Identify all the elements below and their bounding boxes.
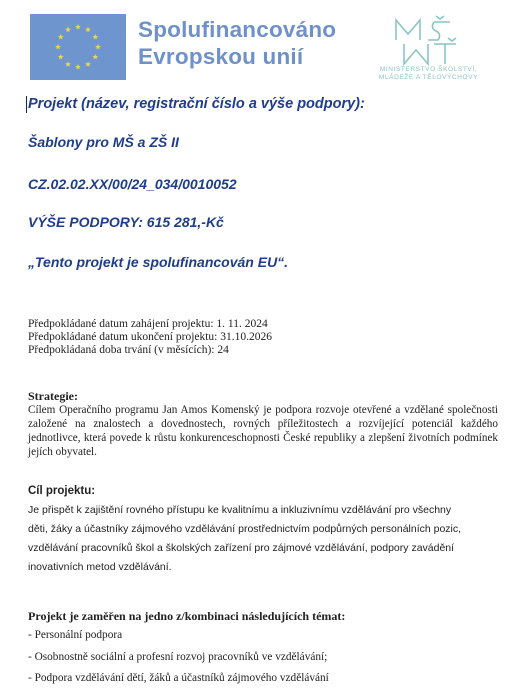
eu-stars-icon (30, 14, 126, 80)
msmt-caption-line-1: MINISTERSTVO ŠKOLSTVÍ, (379, 66, 478, 73)
goal-line: Je přispět k zajištění rovného přístupu ke kvalitnímu a inkluzivnímu vzdělávání pro všechny (28, 504, 452, 516)
strategy-title: Strategie: (28, 389, 78, 403)
project-tagline: „Tento projekt je spolufinancován EU“. (28, 254, 289, 270)
topic-item: - Osobnostně sociální a profesní rozvoj pracovníků ve vzdělávání; (28, 651, 328, 663)
goal-title: Cíl projektu: (28, 485, 96, 497)
topic-item: - Podpora vzdělávání dětí, žáků a účastníků zájmového vzdělávání (28, 672, 329, 684)
msmt-logo (356, 14, 501, 84)
project-heading: Projekt (název, registrační číslo a výše podpory): (28, 96, 365, 112)
registration-number: CZ.02.02.XX/00/24_034/0010052 (28, 176, 237, 192)
project-name: Šablony pro MŠ a ZŠ II (28, 134, 179, 150)
eu-star-icon (85, 27, 91, 32)
eu-text-line-2: Evropskou unií (138, 44, 304, 69)
eu-star-icon (65, 27, 71, 32)
start-date: Předpokládané datum zahájení projektu: 1. 11. 2024 (28, 318, 268, 330)
eu-flag-logo (30, 14, 126, 80)
eu-star-icon (92, 34, 98, 39)
support-amount: VÝŠE PODPORY: 615 281,-Kč (28, 214, 224, 230)
eu-star-icon (55, 44, 61, 49)
end-date: Předpokládané datum ukončení projektu: 31.10.2026 (28, 330, 273, 343)
strategy-text: Cílem Operačního programu Jan Amos Komenský je podpora rozvoje otevřené a vzdělané společnosti založené na znalostech a dovednostech, rovných příležitostech a rozvíjející potenciál každého jednotlivce, která povede k růstu konkurenceschopnosti České republiky a zlepšení životních podmínek jejích obyvatel. (28, 404, 498, 458)
eu-star-icon (75, 24, 81, 29)
goal-line: inovativních metod vzdělávání. (28, 561, 172, 573)
eu-star-icon (95, 44, 101, 49)
eu-text-line-1: Spolufinancováno (138, 17, 337, 42)
project-dates (28, 318, 272, 356)
topics-title: Projekt je zaměřen na jedno z/kombinaci následujících témat: (28, 609, 346, 623)
eu-star-icon (85, 61, 91, 66)
msmt-caption (356, 66, 501, 82)
eu-cofinancing-text (138, 16, 336, 70)
eu-star-icon (65, 61, 71, 66)
eu-star-icon (75, 64, 81, 69)
goal-line: děti, žáky a účastníky zájmového vzdělávání prostřednictvím podpůrných personálních pozic, (28, 523, 462, 535)
text-cursor (26, 96, 27, 113)
eu-star-icon (58, 54, 64, 59)
eu-star-icon (58, 34, 64, 39)
eu-star-icon (92, 54, 98, 59)
topic-item: - Personální podpora (28, 629, 123, 641)
duration: Předpokládaná doba trvání (v měsících): 24 (28, 343, 229, 356)
msmt-monogram-icon (390, 14, 464, 66)
goal-line: vzdělávání pracovníků škol a školských zařízení pro zájmové vzdělávání, podpory zavádění (28, 542, 455, 554)
msmt-caption-line-2: MLÁDEŽE A TĚLOVÝCHOVY (378, 74, 479, 81)
